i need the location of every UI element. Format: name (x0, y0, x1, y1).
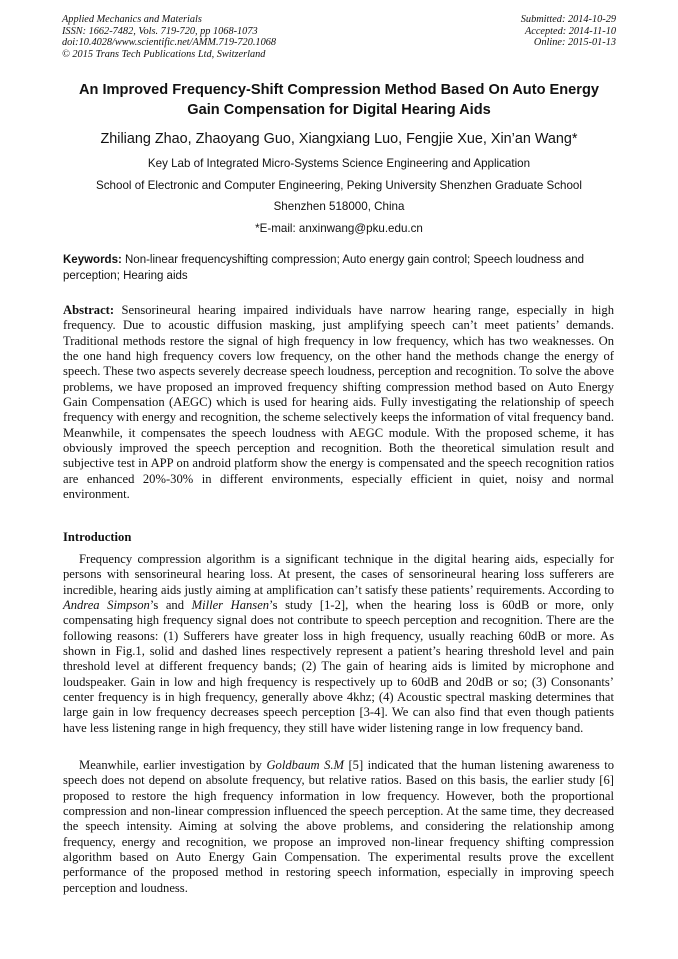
cited-author: Miller Hansen (191, 598, 270, 613)
affiliation-school: School of Electronic and Computer Engineering, Peking University Shenzhen Graduate School (96, 179, 582, 192)
keywords-text: Non-linear frequencyshifting compression; Auto energy gain control; Speech loudness and perception; Hearing aids (63, 254, 585, 282)
cited-author: Goldbaum S.M (266, 758, 345, 772)
paragraph-text: ’s and (149, 598, 192, 613)
paragraph-text: Frequency compression algorithm is a significant technique in the digital hearing aids, especially for persons with sensorineural hearing loss. At present, the cases of sensorineural hearing loss sufferers are incredible, hearing aids justly aiming at amplification can’t satisfy these patients’ requirements. According to (63, 552, 614, 597)
submitted-date: Submitted: 2014-10-29 (520, 14, 616, 25)
intro-paragraph-2 (63, 758, 614, 896)
author-list: Zhiliang Zhao, Zhaoyang Guo, Xiangxiang Luo, Fengjie Xue, Xin’an Wang* (100, 131, 578, 147)
dates-info (521, 14, 616, 49)
paragraph-text: Meanwhile, earlier investigation by (79, 758, 267, 772)
intro-paragraph-1 (63, 552, 614, 736)
journal-name: Applied Mechanics and Materials (62, 14, 202, 25)
section-heading-introduction: Introduction (63, 530, 132, 544)
abstract-label: Abstract: (63, 303, 115, 317)
cited-author: Andrea Simpson (63, 598, 150, 613)
affiliation-lab: Key Lab of Integrated Micro-Systems Science Engineering and Application (147, 157, 531, 170)
abstract-text: Sensorineural hearing impaired individuals have narrow hearing range, especially in high frequency. Due to acoustic diffusion masking, just amplifying speech can’t meet patients’ demands. Traditional methods restore the signal of high frequency in low frequency, which has two weaknesses. On the one hand high frequency covers low frequency, on the other hand the methods change the energy of speech. These two aspects severely decrease speech loudness, perception and recognition. To solve the above problems, we have proposed an improved frequency shifting compression method based on Auto Energy Gain Compensation (AEGC) which is used for hearing aids. Fully investigating the relationship of speech frequency with energy and recognition, the scheme selectively keeps the information of vital frequency band. Meanwhile, it compensates the speech loudness with AEGC module. With the proposed scheme, it has obviously improved the speech perception and recognition. Both the theoretical simulation result and subjective test in APP on android platform show the energy is compensated and the speech recognition ratios are enhanced 20%-30% in different environments, especially efficient in quiet, noisy and normal environment. (63, 303, 614, 502)
keywords-label: Keywords: (63, 254, 122, 266)
online-date: Online: 2015-01-13 (533, 37, 616, 49)
accepted-date: Accepted: 2014-11-10 (524, 25, 616, 37)
doi-line: doi:10.4028/www.scientific.net/AMM.719-720.1068 (62, 37, 277, 49)
journal-info (62, 14, 276, 60)
keywords (63, 253, 614, 284)
paragraph-text: [5] indicated that the human listening awareness to speech does not depend on absolute frequency, but relative ratios. Based on this basis, the earlier study [6] proposed to restore the high frequency information in low frequency. However, both the proportional compression and non-linear compression influenced the speech perception. At the same time, they decreased the speech intensity. Aiming at solving the above problems, and considering the relationship among frequency, energy and recognition, we propose an improved non-linear frequency shifting compression algorithm based on Auto Energy Gain Compensation. The experimental results prove the excellent performance of the proposed method in restoring speech information, especially in improving speech perception and loudness. (63, 758, 614, 895)
issn-line: ISSN: 1662-7482, Vols. 719-720, pp 1068-1073 (62, 25, 258, 37)
corresponding-email: *E-mail: anxinwang@pku.edu.cn (255, 222, 423, 235)
affiliation-city: Shenzhen 518000, China (273, 200, 405, 213)
copyright-line: © 2015 Trans Tech Publications Ltd, Switzerland (62, 48, 266, 60)
paragraph-text: ’s study [1-2], when the hearing loss is 60dB or more, only compensating high frequency signal does not contribute to speech perception and recognition. There are the following reasons: (1) Sufferers have greater loss in high frequency, usually reaching 60dB or more. As shown in Fig.1, solid and dashed lines respectively represent a patient’s hearing threshold level and pain threshold level at different frequency bands; (2) The gain of hearing aids is limited by microphone and loudspeaker. Gain in low and high frequency is respectively up to 60dB and 20dB or so; (3) Consonants’ center frequency is in high frequency, generally above 4khz; (4) Acoustic spectral masking determines that large gain in low frequency decreases speech perception [3-4]. We can also find that even though patients have less listening range in high frequency, they still have wider listening range in low frequency band. (63, 598, 614, 735)
abstract (63, 303, 614, 502)
paper-title: An Improved Frequency-Shift Compression Method Based On Auto Energy Gain Compensation for Digital Hearing Aids (78, 82, 600, 118)
